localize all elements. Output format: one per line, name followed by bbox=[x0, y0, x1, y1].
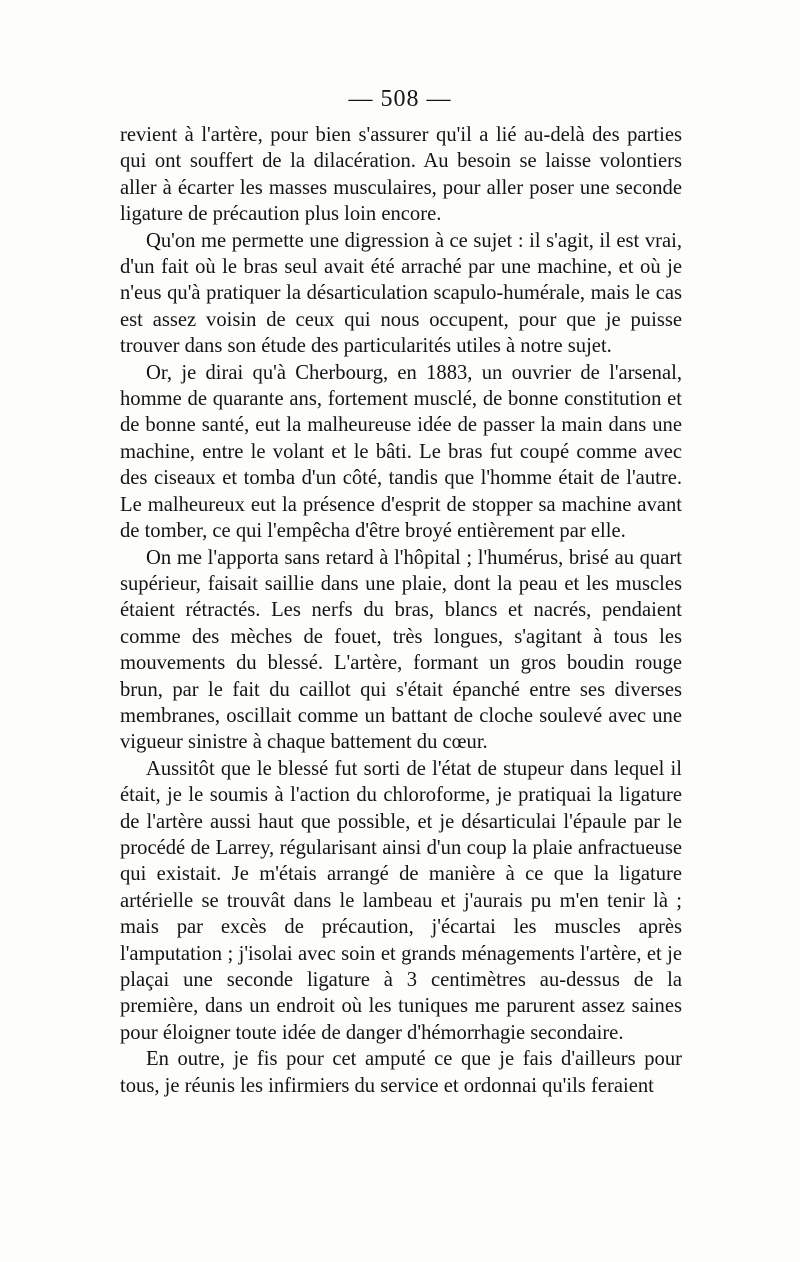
paragraph-digression: Qu'on me permette une digression à ce sujet : il s'agit, il est vrai, d'un fait où le bras seul avait été arraché par une machine, et où je n'eus qu'à pratiquer la désarticulation scapulo-humérale, mais le cas est assez voisin de ceux qui nous occupent, pour que je puisse trouver dans son étude des particularités utiles à notre sujet. bbox=[120, 229, 682, 358]
paragraph-aftercare: En outre, je fis pour cet amputé ce que je fais d'ailleurs pour tous, je réunis les infirmiers du service et ordonnai qu'ils feraient bbox=[120, 1048, 682, 1097]
body-text bbox=[120, 122, 682, 1099]
paragraph-cherbourg-accident: Or, je dirai qu'à Cherbourg, en 1883, un ouvrier de l'arsenal, homme de quarante ans, fortement musclé, de bonne constitution et de bonne santé, eut la malheureuse idée de passer la main dans une machine, entre le volant et le bâti. Le bras fut coupé comme avec des ciseaux et tomba d'un côté, tandis que l'homme était de l'autre. Le malheureux eut la présence d'esprit de stopper sa machine avant de tomber, ce qui l'empêcha d'être broyé entièrement par elle. bbox=[120, 361, 682, 543]
paragraph-surgery: Aussitôt que le blessé fut sorti de l'état de stupeur dans lequel il était, je le soumis à l'action du chloroforme, je pratiquai la ligature de l'artère aussi haut que possible, et je désarticulai l'épaule par le procédé de Larrey, régularisant ainsi d'un coup la plaie anfractueuse qui existait. Je m'étais arrangé de manière à ce que la ligature artérielle se trouvât dans le lambeau et j'aurais pu m'en tenir là ; mais par excès de précaution, j'écartai les muscles après l'amputation ; j'isolai avec soin et grands ménagements l'artère, et je plaçai une seconde ligature à 3 centimètres au-dessus de la première, dans un endroit où les tuniques me parurent assez saines pour éloigner toute idée de danger d'hémorrhagie secondaire. bbox=[120, 757, 682, 1044]
paragraph-hospital-arrival: On me l'apporta sans retard à l'hôpital ; l'humérus, brisé au quart supérieur, faisait saillie dans une plaie, dont la peau et les muscles étaient rétractés. Les nerfs du bras, blancs et nacrés, pendaient comme des mèches de fouet, très longues, s'agitant à tous les mouvements du blessé. L'artère, formant un gros boudin rouge brun, par le fait du caillot qui s'était épanché entre ses diverses membranes, oscillait comme un battant de cloche soulevé avec une vigueur sinistre à chaque battement du cœur. bbox=[120, 546, 682, 754]
page-number: — 508 — bbox=[348, 86, 452, 112]
paragraph-continuation: revient à l'artère, pour bien s'assurer qu'il a lié au-delà des parties qui ont souffert de la dilacération. Au besoin se laisse volontiers aller à écarter les masses musculaires, pour aller poser une seconde ligature de précaution plus loin encore. bbox=[120, 124, 682, 226]
